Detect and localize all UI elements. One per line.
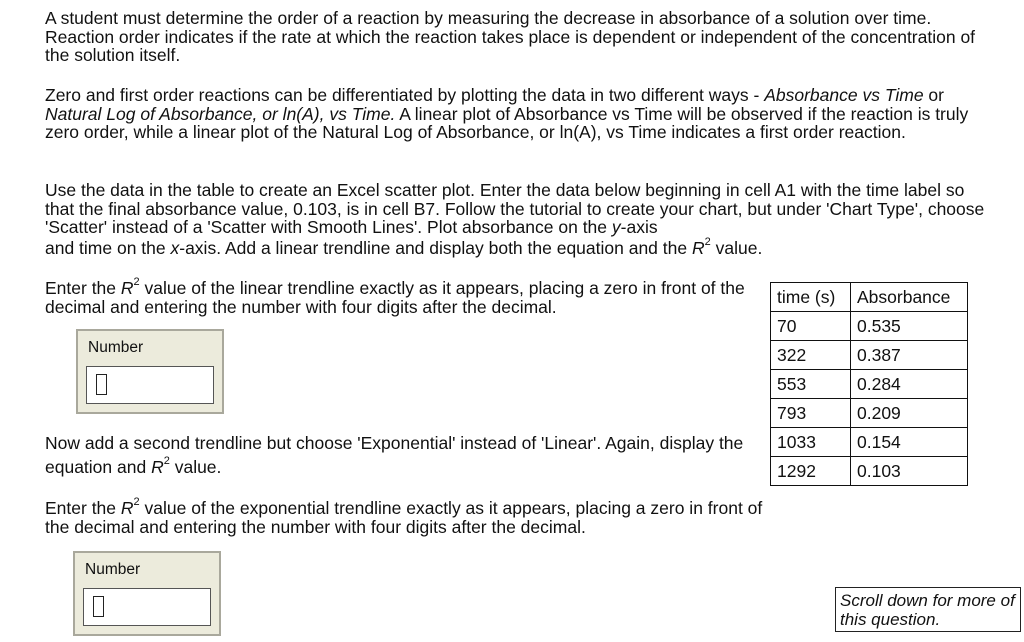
q2-r-superscript: 2 bbox=[163, 455, 170, 468]
q3-text-b: value of the exponential trendline exactly as it appears, placing a zero in front of the decimal and entering the number with four digits after the decimal. bbox=[45, 498, 763, 537]
q3-r-symbol: R bbox=[120, 498, 134, 518]
table-row bbox=[771, 428, 968, 457]
data-table bbox=[770, 282, 968, 486]
scroll-note: Scroll down for more of this question. bbox=[835, 587, 1021, 632]
q2-text-b: value. bbox=[169, 457, 222, 477]
p2-italic-1: Absorbance vs Time bbox=[764, 85, 924, 105]
answer-box-1 bbox=[76, 329, 224, 414]
cell-absorbance: 0.535 bbox=[851, 312, 968, 341]
answer-1-input[interactable] bbox=[86, 366, 214, 404]
cell-time: 553 bbox=[771, 370, 851, 399]
question-1-text bbox=[45, 276, 745, 317]
q1-r-superscript: 2 bbox=[133, 276, 140, 289]
q2-r-symbol: R bbox=[151, 457, 164, 477]
p3-text-c: and time on the bbox=[45, 237, 171, 258]
cell-time: 1033 bbox=[771, 428, 851, 457]
question-2-text bbox=[45, 431, 745, 479]
answer-box-2 bbox=[73, 551, 221, 636]
p3-r-superscript: 2 bbox=[704, 235, 711, 248]
answer-1-label: Number bbox=[88, 339, 144, 356]
intro-paragraph-3 bbox=[45, 181, 990, 257]
header-absorbance: Absorbance bbox=[851, 283, 968, 312]
question-3-text bbox=[45, 496, 780, 537]
p3-text-b: -axis bbox=[620, 217, 658, 238]
header-time: time (s) bbox=[771, 283, 851, 312]
p2-text-a: Zero and first order reactions can be differentiated by plotting the data in two different ways - bbox=[45, 85, 765, 105]
p3-text-a: Use the data in the table to create an Excel scatter plot. Enter the data below beginning in cell A1 with the time label so that the final absorbance value, 0.103, is in cell B7. Follow the tutorial to create your chart, but under 'Chart Type', choose 'Scatter' instead of a 'Scatter with Smooth Lines'. Plot absorbance on the bbox=[45, 180, 985, 238]
q3-text-a: Enter the bbox=[45, 498, 121, 518]
p3-text-e: value. bbox=[710, 237, 763, 258]
cell-absorbance: 0.209 bbox=[851, 399, 968, 428]
answer-2-label: Number bbox=[85, 561, 141, 578]
cell-absorbance: 0.284 bbox=[851, 370, 968, 399]
cell-absorbance: 0.154 bbox=[851, 428, 968, 457]
answer-2-input[interactable] bbox=[83, 588, 211, 626]
table-row bbox=[771, 312, 968, 341]
table-row bbox=[771, 457, 968, 486]
cell-time: 793 bbox=[771, 399, 851, 428]
q1-r-symbol: R bbox=[120, 278, 134, 298]
q1-text-a: Enter the bbox=[45, 278, 121, 298]
p3-r-symbol: R bbox=[691, 237, 705, 258]
p3-italic-x: x bbox=[170, 237, 180, 258]
intro-paragraph-1: A student must determine the order of a reaction by measuring the decrease in absorbance of a solution over time. Reaction order indicates if the rate at which the reaction takes place is dependent or independent of the concentration of the solution itself. bbox=[45, 8, 976, 66]
p2-text-b: or bbox=[923, 85, 944, 105]
table-row bbox=[771, 370, 968, 399]
cell-time: 70 bbox=[771, 312, 851, 341]
text-cursor-icon bbox=[93, 596, 104, 617]
table-header-row bbox=[771, 283, 968, 312]
table-row bbox=[771, 341, 968, 370]
cell-time: 1292 bbox=[771, 457, 851, 486]
text-cursor-icon bbox=[96, 374, 107, 395]
p3-italic-y: y bbox=[611, 217, 621, 238]
p2-text-c: A linear plot of Absorbance vs Time will be observed if the reaction is truly zero order, while a linear plot of the Natural Log of Absorbance, or ln(A), vs Time indicates a first order reaction. bbox=[45, 103, 969, 143]
intro-paragraph-2 bbox=[45, 86, 995, 142]
p2-italic-2: Natural Log of Absorbance, or ln(A), vs Time. bbox=[45, 103, 396, 124]
q3-r-superscript: 2 bbox=[133, 496, 140, 509]
q1-text-b: value of the linear trendline exactly as it appears, placing a zero in front of the decimal and entering the number with four digits after the decimal. bbox=[45, 278, 745, 317]
table-row bbox=[771, 399, 968, 428]
p3-text-d: -axis. Add a linear trendline and display both the equation and the bbox=[179, 237, 692, 258]
cell-absorbance: 0.387 bbox=[851, 341, 968, 370]
q2-text-a: Now add a second trendline but choose 'Exponential' instead of 'Linear'. Again, display the equation and bbox=[45, 433, 744, 477]
cell-absorbance: 0.103 bbox=[851, 457, 968, 486]
cell-time: 322 bbox=[771, 341, 851, 370]
